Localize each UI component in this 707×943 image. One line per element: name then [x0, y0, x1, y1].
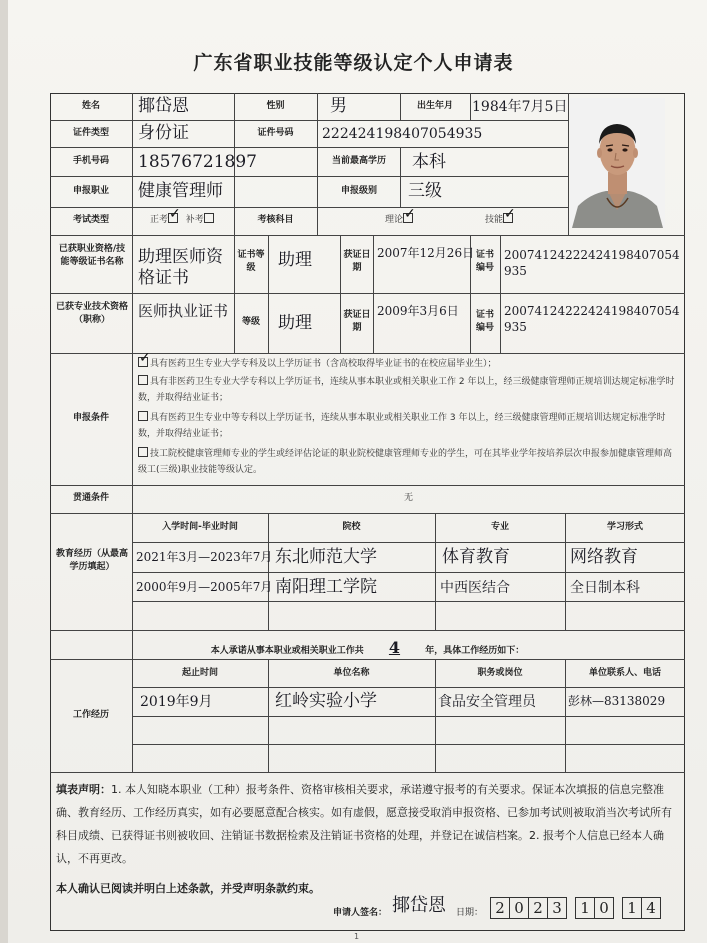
condition-2-text: 具有非医药卫生专业大学专科以上学历证书，连续从事本职业或相关职业工作 2 年以上，经三级健康管理师正规培训达规定标准学时数，并取得结业证书； — [138, 377, 675, 403]
cert1-date-value[interactable]: 2007年12月26日 — [377, 246, 475, 260]
work-commitment — [52, 638, 683, 658]
portrait-image — [570, 98, 665, 228]
condition-item-1 — [138, 356, 678, 372]
education-label: 教育经历（从最高学历填起） — [56, 549, 129, 572]
work-row1-company[interactable]: 红岭实验小学 — [275, 691, 377, 711]
edu-row1-mode[interactable]: 网络教育 — [570, 547, 638, 567]
declaration-text: 1. 本人知晓本职业（工种）报考条件、资格审核相关要求，承诺遵守报考的有关要求。保证本次填报的信息完整准确、教育经历、工作经历真实，如有必要愿意配合核实。如有虚假，愿意接受取消申报资格、已参加考试则被取消当次考试所有科目成绩、已获得证书则被收回、注销证书数据检索及注销证书资格的处理，并登记在诚信档案。2. 报考个人信息已经本人确认，不再更改。 — [56, 783, 672, 865]
page-number: 1 — [354, 932, 360, 941]
condition-item-4 — [138, 446, 678, 478]
cert2-no-label: 证书编号 — [475, 310, 494, 333]
signature-value[interactable]: 揶岱恩 — [392, 895, 446, 916]
cert1-date-label: 获证日期 — [343, 250, 371, 273]
id-type-label: 证件类型 — [72, 128, 109, 138]
cert1-label: 已获职业资格/技能等级证书名称 — [58, 244, 126, 267]
condition-4-text: 技工院校健康管理师专业的学生或经评估论证的职业院校健康管理师专业的学生，可在其毕业学年按培养层次申报参加健康管理师高级工(三级)职业技能等级认定。 — [138, 449, 673, 475]
occupation-label: 申报职业 — [72, 186, 109, 196]
cert2-date-label: 获证日期 — [343, 310, 371, 333]
apply-level-label: 申报级别 — [340, 186, 377, 196]
form-title: 广东省职业技能等级认定个人申请表 — [193, 52, 514, 74]
subject-skill-text: 技能 — [485, 215, 504, 225]
cert1-level-label: 证书等级 — [237, 250, 265, 273]
through-value: 无 — [403, 493, 413, 503]
gender-value[interactable]: 男 — [330, 96, 347, 116]
cert2-name-value[interactable]: 医师执业证书 — [138, 302, 229, 320]
edu-header-major: 专业 — [490, 522, 509, 532]
exam-makeup-checkbox[interactable] — [204, 213, 214, 223]
education-level-value[interactable]: 本科 — [412, 152, 446, 172]
date-digit-box[interactable]: 1 — [575, 897, 595, 919]
phone-value[interactable]: 18576721897 — [138, 152, 257, 172]
subject-theory-text: 理论 — [385, 215, 404, 225]
edu-row1-school[interactable]: 东北师范大学 — [275, 547, 377, 567]
cert2-date-value[interactable]: 2009年3月6日 — [377, 304, 459, 318]
condition-item-3 — [138, 410, 678, 442]
occupation-value[interactable]: 健康管理师 — [138, 181, 223, 201]
gender-label: 性别 — [266, 101, 285, 111]
work-header-position: 职务或岗位 — [477, 668, 523, 678]
edu-header-mode: 学习形式 — [606, 522, 643, 532]
edu-row2-major[interactable]: 中西医结合 — [440, 580, 510, 596]
conditions-label: 申报条件 — [72, 413, 109, 423]
cert1-no-label: 证书编号 — [475, 250, 494, 273]
edu-row2-time[interactable]: 2000年9月—2005年7月 — [136, 580, 273, 594]
work-label: 工作经历 — [72, 710, 109, 720]
confirm-statement: 本人确认已阅读并明白上述条款，并受声明条款约束。 — [56, 882, 320, 895]
date-digit-box[interactable]: 2 — [528, 897, 548, 919]
cert2-no-value[interactable]: 20074124222424198407054935 — [504, 304, 680, 334]
cert1-level-value[interactable]: 助理 — [278, 250, 312, 270]
condition-1-checkbox[interactable] — [138, 357, 148, 367]
cert2-level-label: 等级 — [241, 317, 260, 327]
date-digit-box[interactable]: 3 — [547, 897, 567, 919]
subject-label: 考核科目 — [257, 215, 294, 225]
commit-prefix: 本人承诺从事本职业或相关职业工作共 — [210, 646, 364, 656]
edu-row2-school[interactable]: 南阳理工学院 — [275, 577, 377, 597]
apply-level-value[interactable]: 三级 — [408, 181, 442, 201]
exam-makeup-text: 补考 — [185, 215, 204, 225]
cert1-name-value[interactable]: 助理医师资格证书 — [138, 247, 223, 288]
name-value[interactable]: 揶岱恩 — [138, 96, 189, 116]
exam-type-label: 考试类型 — [72, 215, 109, 225]
work-header-contact: 单位联系人、电话 — [588, 668, 661, 678]
date-label: 日期： — [456, 908, 484, 918]
exam-type-options — [150, 212, 216, 228]
applicant-photo — [570, 98, 665, 228]
through-label: 贯通条件 — [72, 493, 109, 503]
date-digit-box[interactable]: 0 — [509, 897, 529, 919]
edu-row1-time[interactable]: 2021年3月—2023年7月 — [136, 550, 273, 564]
edu-header-school: 院校 — [342, 522, 361, 532]
date-digit-box[interactable]: 2 — [490, 897, 510, 919]
birth-value[interactable]: 1984年7月5日 — [472, 99, 568, 115]
id-number-value[interactable]: 222424198407054935 — [322, 126, 483, 142]
commit-suffix: 年，具体工作经历如下： — [425, 646, 525, 656]
declaration — [56, 778, 678, 870]
phone-label: 手机号码 — [72, 156, 109, 166]
education-level-label: 当前最高学历 — [331, 156, 386, 166]
cert2-level-value[interactable]: 助理 — [278, 313, 312, 333]
name-label: 姓名 — [81, 101, 100, 111]
edu-row1-major[interactable]: 体育教育 — [442, 547, 510, 567]
condition-1-text: 具有医药卫生专业大学专科及以上学历证书（含高校取得毕业证书的在校应届毕业生）； — [150, 359, 497, 369]
condition-2-checkbox[interactable] — [138, 375, 148, 385]
exam-normal-checkbox[interactable] — [168, 213, 178, 223]
subject-skill — [485, 212, 515, 228]
date-digit-box[interactable]: 0 — [594, 897, 614, 919]
signature-label: 申请人签名： — [333, 908, 388, 918]
birth-label: 出生年月 — [416, 101, 453, 111]
cert1-no-value[interactable]: 20074124222424198407054935 — [504, 248, 680, 278]
subject-skill-checkbox[interactable] — [503, 213, 513, 223]
condition-4-checkbox[interactable] — [138, 447, 148, 457]
work-header-company: 单位名称 — [333, 668, 370, 678]
commit-years[interactable]: 4 — [388, 638, 401, 657]
work-header-time: 起止时间 — [181, 668, 218, 678]
date-digit-box[interactable]: 4 — [641, 897, 661, 919]
condition-item-2 — [138, 374, 678, 406]
work-row1-time[interactable]: 2019年9月 — [140, 694, 213, 710]
condition-3-checkbox[interactable] — [138, 411, 148, 421]
condition-3-text: 具有医药卫生专业中等专科以上学历证书，连续从事本职业或相关职业工作 3 年以上，经三级健康管理师正规培训达规定标准学时数，并取得结业证书； — [138, 413, 666, 439]
cert2-label: 已获专业技术资格（职称） — [56, 302, 129, 325]
work-row1-position[interactable]: 食品安全管理员 — [438, 694, 536, 710]
subject-theory-checkbox[interactable] — [403, 213, 413, 223]
edu-header-time: 入学时间-毕业时间 — [162, 522, 238, 532]
id-number-label: 证件号码 — [257, 128, 294, 138]
declaration-heading: 填表声明： — [56, 783, 111, 796]
work-row1-contact[interactable]: 彭林—83138029 — [568, 694, 666, 708]
id-type-value[interactable]: 身份证 — [138, 123, 189, 143]
subject-theory — [385, 212, 415, 228]
edu-row2-mode[interactable]: 全日制本科 — [570, 580, 640, 596]
exam-normal-text: 正考 — [150, 215, 169, 225]
date-digit-box[interactable]: 1 — [622, 897, 642, 919]
